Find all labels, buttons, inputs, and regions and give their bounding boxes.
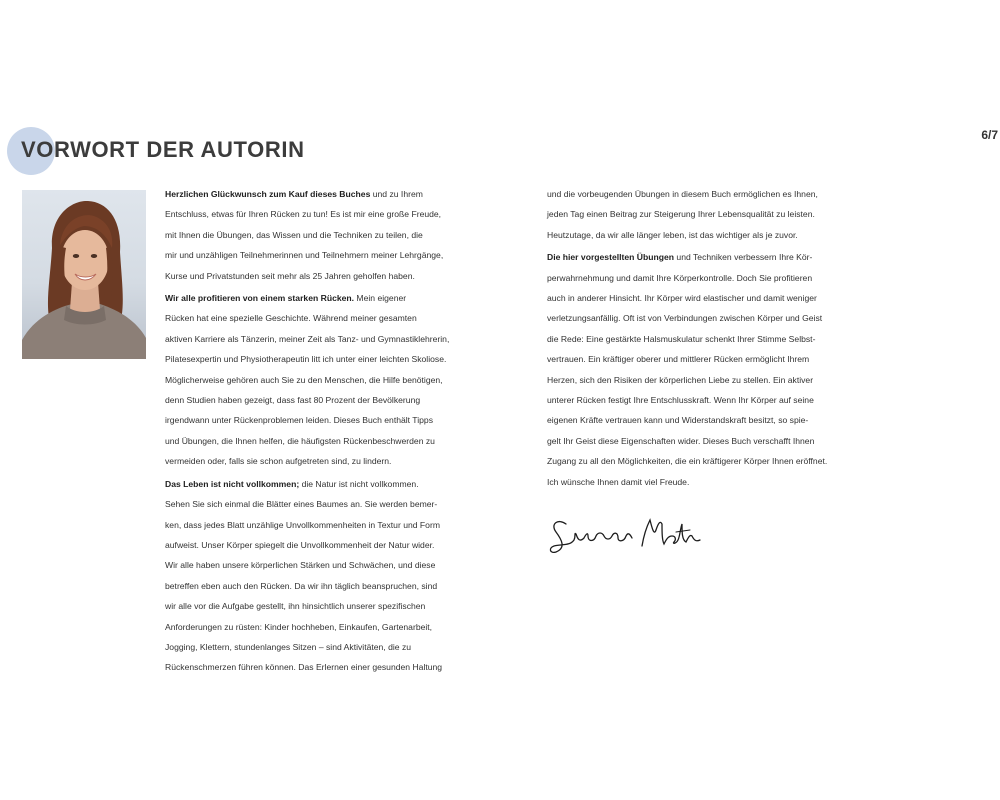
text-line: aufweist. Unser Körper spiegelt die Unvollkommenheit der Natur wider. xyxy=(165,539,435,550)
author-portrait-illustration xyxy=(22,190,146,359)
page-counter: 6/7 xyxy=(981,128,998,142)
text-line: und zu Ihrem xyxy=(370,189,423,199)
text-line: Möglicherweise gehören auch Sie zu den Menschen, die Hilfe benötigen, xyxy=(165,374,443,385)
text-line: Jogging, Klettern, stundenlanges Sitzen – sind Aktivitäten, die zu xyxy=(165,641,412,652)
text-line: Wir alle haben unsere körperlichen Stärken und Schwächen, und diese xyxy=(165,560,436,571)
intro-lead: Herzlichen Glückwunsch zum Kauf dieses Buches xyxy=(165,189,371,199)
text-line: Pilatesexpertin und Physiotherapeutin litt ich unter einer leichten Skoliose. xyxy=(165,354,447,365)
text-line: und die vorbeugenden Übungen in diesem Buch ermöglichen es Ihnen, xyxy=(547,189,818,199)
intro-paragraph xyxy=(165,184,485,286)
signature-drawing xyxy=(548,510,708,562)
continuation-paragraph xyxy=(547,184,867,245)
right-text-column xyxy=(547,184,867,494)
text-line: vertrauen. Ein kräftiger oberer und mittlerer Rücken ermöglicht Ihrem xyxy=(547,354,810,365)
text-line: wir alle vor die Aufgabe gestellt, ihn hinsichtlich unserer spezifischen xyxy=(165,601,426,612)
strong-back-lead: Wir alle profitieren von einem starken Rücken. xyxy=(165,293,355,304)
text-line: und Übungen, die Ihnen helfen, die häufigsten Rückenbeschwerden zu xyxy=(165,435,435,446)
text-line: Anforderungen zu rüsten: Kinder hochheben, Einkaufen, Gartenarbeit, xyxy=(165,621,433,632)
text-line: die Natur ist nicht vollkommen. xyxy=(299,478,419,489)
exercises-lead: Die hier vorgestellten Übungen xyxy=(547,252,675,263)
text-line: mit Ihnen die Übungen, das Wissen und die Techniken zu teilen, die xyxy=(165,229,423,240)
text-line: Herzen, sich den Risiken der körperlichen Liebe zu stellen. Ein aktiver xyxy=(547,374,814,385)
text-line: irgendwann unter Rückenproblemen leiden. Dieses Buch enthält Tipps xyxy=(165,415,434,426)
author-portrait xyxy=(22,190,146,359)
exercises-paragraph xyxy=(547,247,867,492)
text-line: betreffen eben auch den Rücken. Da wir ihn täglich beanspruchen, sind xyxy=(165,580,438,591)
text-line: Kurse und Privatstunden seit mehr als 25 Jahren geholfen haben. xyxy=(165,270,415,281)
chapter-title: VORWORT DER AUTORIN xyxy=(21,137,305,162)
text-line: gelt Ihr Geist diese Eigenschaften wider. Dieses Buch verschafft Ihnen xyxy=(547,435,815,446)
text-line: Heutzutage, da wir alle länger leben, ist das wichtiger als je zuvor. xyxy=(547,229,798,240)
text-line: auch in anderer Hinsicht. Ihr Körper wird elastischer und damit weniger xyxy=(547,293,817,304)
text-line: ken, dass jedes Blatt unzählige Unvollkommenheiten in Textur und Form xyxy=(165,519,440,530)
text-line: Ich wünsche Ihnen damit viel Freude. xyxy=(547,476,690,487)
text-line: Zugang zu all den Möglichkeiten, die ein kräftigerer Körper Ihnen eröffnet. xyxy=(547,456,828,467)
imperfect-life-paragraph xyxy=(165,474,485,678)
imperfect-life-lead: Das Leben ist nicht vollkommen; xyxy=(165,478,300,489)
text-line: unterer Rücken festigt Ihre Entschlusskraft. Wenn Ihr Körper auf seine xyxy=(547,395,814,406)
text-line: mir und unzähligen Teilnehmerinnen und Teilnehmern meiner Lehrgänge, xyxy=(165,250,444,261)
text-line: denn Studien haben gezeigt, dass fast 80 Prozent der Bevölkerung xyxy=(165,395,421,406)
left-text-column xyxy=(165,184,485,680)
strong-back-paragraph xyxy=(165,288,485,472)
text-line: eigenen Kräfte vertrauen kann und Widerstandskraft besitzt, so spie- xyxy=(547,415,809,426)
text-line: und Techniken verbessern Ihre Kör- xyxy=(674,252,813,263)
text-line: verletzungsanfällig. Oft ist von Verbindungen zwischen Körper und Geist xyxy=(547,313,823,324)
text-line: Rücken hat eine spezielle Geschichte. Während meiner gesamten xyxy=(165,313,417,324)
text-line: aktiven Karriere als Tänzerin, meiner Zeit als Tanz- und Gymnastiklehrerin, xyxy=(165,333,450,344)
text-line: Entschluss, etwas für Ihren Rücken zu tun! Es ist mir eine große Freude, xyxy=(165,209,442,220)
text-line: Mein eigener xyxy=(354,293,407,304)
author-signature xyxy=(548,510,708,567)
text-line: vermeiden oder, falls sie schon aufgetreten sind, zu lindern. xyxy=(165,456,392,467)
text-line: die Rede: Eine gestärkte Halsmuskulatur schenkt Ihrer Stimme Selbst- xyxy=(547,333,816,344)
text-line: Rückenschmerzen führen können. Das Erlernen einer gesunden Haltung xyxy=(165,662,443,673)
text-line: perwahrnehmung und damit Ihre Körperkontrolle. Doch Sie profitieren xyxy=(547,272,813,283)
text-line: jeden Tag einen Beitrag zur Steigerung Ihrer Lebensqualität zu leisten. xyxy=(547,209,815,220)
text-line: Sehen Sie sich einmal die Blätter eines Baumes an. Sie werden bemer- xyxy=(165,499,438,510)
